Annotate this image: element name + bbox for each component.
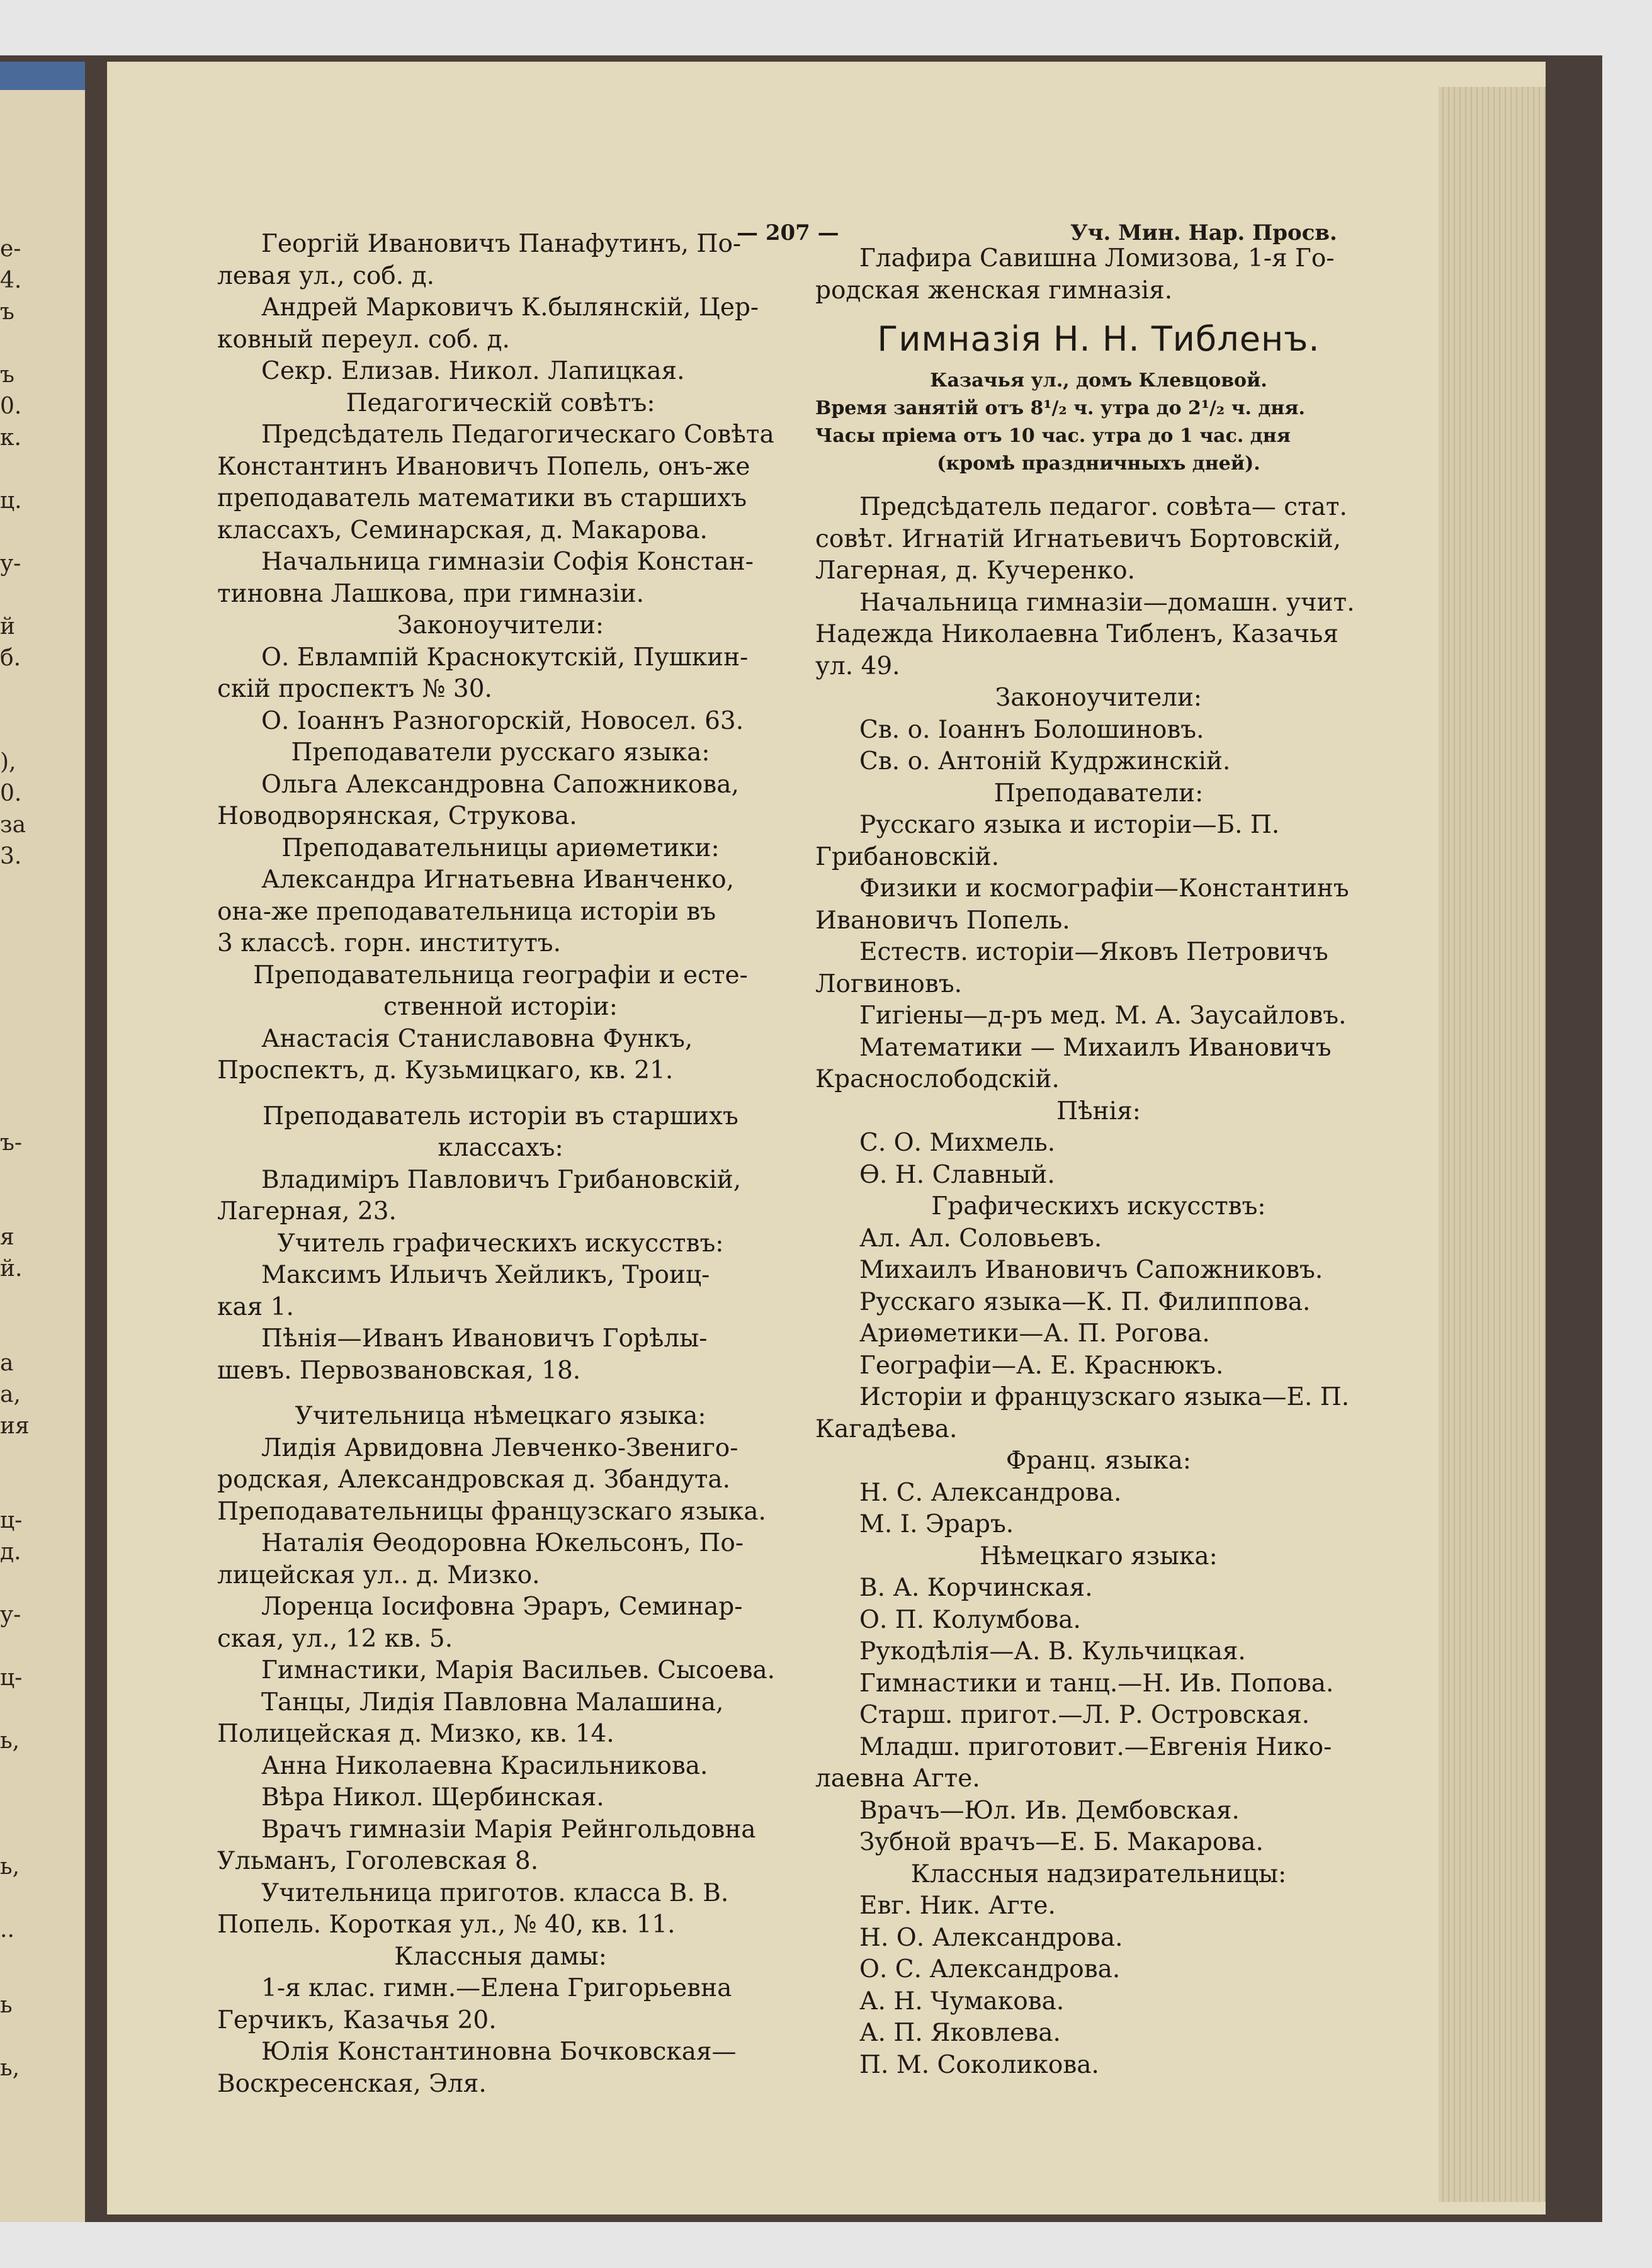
section-heading: классахъ: <box>438 1134 563 1162</box>
text-line: Воскресенская, Эля. <box>217 2069 487 2098</box>
text-line: Исторіи и французскаго языка—Е. П. <box>859 1383 1350 1411</box>
left-page-stub <box>0 62 85 2222</box>
text-line: Краснослободскій. <box>815 1065 1060 1093</box>
section-heading: Франц. языка: <box>1005 1447 1192 1475</box>
stub-text: е- <box>0 236 21 262</box>
stub-text: ь, <box>0 1728 20 1754</box>
text-line: Максимъ Ильичъ Хейликъ, Троиц- <box>261 1261 710 1289</box>
text-line: классахъ, Семинарская, д. Макарова. <box>217 516 708 544</box>
text-line: ская, ул., 12 кв. 5. <box>217 1624 453 1653</box>
text-line: Гимнастики и танц.—Н. Ив. Попова. <box>859 1669 1334 1698</box>
stub-text: й. <box>0 1256 23 1282</box>
stub-text: а, <box>0 1382 21 1408</box>
section-heading: ственной исторіи: <box>383 993 618 1021</box>
stub-text: 0. <box>0 781 22 806</box>
text-line: Учительница приготов. класса В. В. <box>261 1878 729 1907</box>
text-line: Младш. приготовит.—Евгенія Нико- <box>859 1732 1332 1761</box>
stub-text: 4. <box>0 268 22 293</box>
section-heading: Классныя надзирательницы: <box>910 1859 1287 1888</box>
text-line: Пѣнія—Иванъ Ивановичъ Горѣлы- <box>261 1324 708 1353</box>
text-line: Глафира Савишна Ломизова, 1-я Го- <box>859 244 1335 273</box>
text-line: А. П. Яковлева. <box>859 2019 1061 2047</box>
text-line: лаевна Агте. <box>815 1764 980 1793</box>
section-heading: Преподавательница географіи и есте- <box>253 961 748 990</box>
text-line: Наталія Ѳеодоровна Юкельсонъ, По- <box>261 1529 744 1557</box>
text-line: Евг. Ник. Агте. <box>859 1892 1056 1920</box>
text-line: Лагерная, 23. <box>217 1197 397 1226</box>
stub-text: ъ <box>0 362 14 388</box>
stub-text: ъ- <box>0 1130 23 1156</box>
text-line: Ѳ. Н. Славный. <box>859 1160 1055 1189</box>
text-line: Предсѣдатель Педагогическаго Совѣта <box>261 420 774 449</box>
text-line: Попель. Короткая ул., № 40, кв. 11. <box>217 1910 676 1939</box>
text-line: Ольга Александровна Сапожникова, <box>261 770 739 799</box>
hours-line: (кромѣ праздничныхъ дней). <box>937 453 1260 475</box>
hours-line: Часы пріема отъ 10 час. утра до 1 час. дня <box>815 425 1291 447</box>
stub-text: ), <box>0 749 16 775</box>
stub-text: д. <box>0 1539 21 1565</box>
text-line: Анастасія Станиславовна Функъ, <box>261 1024 693 1053</box>
book-spread <box>0 55 1602 2222</box>
text-line: Математики — Михаилъ Ивановичъ <box>859 1033 1332 1062</box>
stub-text: за <box>0 812 26 838</box>
text-line: Гимнастики, Марія Васильев. Сысоева. <box>261 1656 776 1684</box>
text-line: О. С. Александрова. <box>859 1955 1121 1983</box>
text-line: родская, Александровская д. Збандута. <box>217 1465 731 1494</box>
section-heading: Законоучители: <box>397 611 604 640</box>
text-line: Н. С. Александрова. <box>859 1478 1122 1507</box>
text-line: шевъ. Первозвановская, 18. <box>217 1356 581 1385</box>
text-line: Проспектъ, д. Кузьмицкаго, кв. 21. <box>217 1056 674 1085</box>
section-heading: Учительница нѣмецкаго языка: <box>295 1402 706 1430</box>
text-line: Ивановичъ Попель. <box>815 906 1070 935</box>
text-line: П. М. Соколикова. <box>859 2050 1099 2079</box>
text-line: преподаватель математики въ старшихъ <box>217 484 747 512</box>
stub-text: б. <box>0 645 21 671</box>
text-line: Юлія Константиновна Бочковская— <box>261 2038 737 2066</box>
stub-text: ц- <box>0 1665 23 1691</box>
text-line: Рукодѣлія—А. В. Кульчицкая. <box>859 1637 1246 1666</box>
section-heading: Учитель графическихъ искусствъ: <box>277 1229 724 1258</box>
section-heading: Классныя дамы: <box>394 1942 607 1971</box>
text-line: 1-я клас. гимн.—Елена Григорьевна <box>261 1974 732 2002</box>
stub-text: ия <box>0 1413 30 1439</box>
text-line: тиновна Лашкова, при гимназіи. <box>217 579 645 608</box>
left-column <box>217 228 784 2100</box>
text-line: Предсѣдатель педагог. совѣта— стат. <box>859 493 1347 521</box>
text-line: Логвиновъ. <box>815 969 963 998</box>
text-line: кая 1. <box>217 1292 294 1321</box>
address-line: Казачья ул., домъ Клевцовой. <box>930 370 1267 392</box>
section-heading: Нѣмецкаго языка: <box>980 1542 1218 1571</box>
text-line: М. І. Эраръ. <box>859 1510 1014 1538</box>
text-line: левая ул., соб. д. <box>217 261 434 290</box>
stub-text: у- <box>0 1602 21 1628</box>
text-line: Герчикъ, Казачья 20. <box>217 2006 497 2034</box>
section-heading: Графическихъ искусствъ: <box>931 1192 1266 1221</box>
text-line: Зубной врачъ—Е. Б. Макарова. <box>859 1828 1264 1856</box>
text-line: Михаилъ Ивановичъ Сапожниковъ. <box>859 1256 1323 1284</box>
text-line: В. А. Корчинская. <box>859 1574 1093 1602</box>
text-line: Секр. Елизав. Никол. Лапицкая. <box>261 357 685 385</box>
text-line: Анна Николаевна Красильникова. <box>261 1751 708 1780</box>
stub-text: ь, <box>0 2055 20 2081</box>
section-heading: Преподаватель исторіи въ старшихъ <box>263 1102 738 1131</box>
text-line: Начальница гимназіи—домашн. учит. <box>859 588 1355 617</box>
text-line: Грибановскій. <box>815 842 1000 871</box>
stub-text: й <box>0 614 15 640</box>
blue-tab <box>0 62 85 90</box>
text-line: Ал. Ал. Соловьевъ. <box>859 1224 1102 1253</box>
text-line: Лоренца Іосифовна Эраръ, Семинар- <box>261 1593 743 1621</box>
page <box>107 62 1546 2214</box>
text-line: Св. о. Антоній Кудржинскій. <box>859 747 1231 776</box>
text-line: Гигіены—д-ръ мед. М. А. Заусайловъ. <box>859 1001 1347 1030</box>
text-line: Врачъ—Юл. Ив. Дембовская. <box>859 1796 1240 1825</box>
text-line: Лидія Арвидовна Левченко-Звениго- <box>261 1433 738 1462</box>
stub-text: ц- <box>0 1508 23 1533</box>
text-line: Константинъ Ивановичъ Попель, онъ-же <box>217 452 750 481</box>
stub-text: 3. <box>0 843 22 869</box>
text-line: Св. о. Іоаннъ Болошиновъ. <box>859 715 1204 744</box>
text-line: ул. 49. <box>815 652 900 680</box>
stub-text: ъ <box>0 299 14 325</box>
text-line: Полицейская д. Мизко, кв. 14. <box>217 1720 614 1748</box>
text-line: Ульманъ, Гоголевская 8. <box>217 1847 539 1875</box>
stub-text: я <box>0 1224 14 1250</box>
section-heading: Преподавательницы французскаго языка. <box>217 1497 766 1526</box>
text-line: О. Іоаннъ Разногорскій, Новосел. 63. <box>261 706 744 735</box>
section-heading: Законоучители: <box>995 684 1202 712</box>
text-line: Ариѳметики—А. П. Рогова. <box>859 1319 1210 1348</box>
text-line: ковный переул. соб. д. <box>217 325 510 354</box>
section-heading: Педагогическій совѣтъ: <box>346 388 655 417</box>
text-line: О. П. Колумбова. <box>859 1605 1081 1634</box>
text-line: совѣт. Игнатій Игнатьевичъ Бортовскій, <box>815 524 1342 553</box>
text-line: скій проспектъ № 30. <box>217 675 492 703</box>
text-line: Естеств. исторіи—Яковъ Петровичъ <box>859 938 1328 966</box>
stub-text: .. <box>0 1917 14 1943</box>
stub-text: ц. <box>0 488 22 514</box>
text-line: 3 классѣ. горн. институтъ. <box>217 929 561 957</box>
right-column <box>815 243 1382 2081</box>
text-line: Н. О. Александрова. <box>859 1923 1123 1952</box>
page-edges <box>1439 87 1546 2202</box>
text-line: Александра Игнатьевна Иванченко, <box>261 866 734 894</box>
text-line: Георгій Ивановичъ Панафутинъ, По- <box>261 230 742 258</box>
section-heading: Преподаватели русскаго языка: <box>291 738 710 767</box>
text-line: Танцы, Лидія Павловна Малашина, <box>261 1688 724 1717</box>
text-line: родская женская гимназія. <box>815 276 1173 305</box>
text-line: С. О. Михмель. <box>859 1129 1056 1157</box>
stub-text: ь, <box>0 1854 20 1880</box>
page-number: — 207 — <box>737 220 839 245</box>
text-line: А. Н. Чумакова. <box>859 1987 1065 2016</box>
text-line: лицейская ул.. д. Мизко. <box>217 1560 540 1589</box>
text-line: Новодворянская, Струкова. <box>217 802 577 830</box>
text-line: Врачъ гимназіи Марія Рейнгольдовна <box>261 1815 756 1844</box>
section-title: Гимназія Н. Н. Тибленъ. <box>877 319 1320 359</box>
running-head: Уч. Мин. Нар. Просв. <box>1070 220 1337 245</box>
text-line: Географіи—А. Е. Краснюкъ. <box>859 1351 1224 1380</box>
text-line: Кагадѣева. <box>815 1414 958 1443</box>
text-line: Физики и космографіи—Константинъ <box>859 874 1349 903</box>
section-heading: Преподавательницы ариѳметики: <box>281 833 720 862</box>
section-heading: Преподаватели: <box>993 779 1204 808</box>
stub-text: а <box>0 1350 14 1376</box>
stub-text: у- <box>0 551 21 577</box>
text-line: Русскаго языка и исторіи—Б. П. <box>859 811 1280 839</box>
stub-text: ь <box>0 1992 13 2018</box>
stub-text: 0. <box>0 393 22 419</box>
text-line: Надежда Николаевна Тибленъ, Казачья <box>815 620 1338 648</box>
text-line: Русскаго языка—К. П. Филиппова. <box>859 1287 1311 1316</box>
text-line: Владиміръ Павловичъ Грибановскій, <box>261 1165 742 1194</box>
text-line: О. Евлампій Краснокутскій, Пушкин- <box>261 643 749 672</box>
hours-line: Время занятій отъ 8¹/₂ ч. утра до 2¹/₂ ч. дня. <box>815 397 1305 419</box>
section-heading: Пѣнія: <box>1056 1097 1141 1126</box>
text-line: Лагерная, д. Кучеренко. <box>815 556 1136 585</box>
text-line: она-же преподавательница исторіи въ <box>217 897 716 926</box>
text-line: Начальница гимназіи Софія Констан- <box>261 548 754 576</box>
text-line: Вѣра Никол. Щербинская. <box>261 1783 604 1812</box>
text-line: Старш. пригот.—Л. Р. Островская. <box>859 1701 1310 1729</box>
text-line: Андрей Марковичъ К.былянскій, Цер- <box>261 293 759 322</box>
stub-text: к. <box>0 425 21 451</box>
